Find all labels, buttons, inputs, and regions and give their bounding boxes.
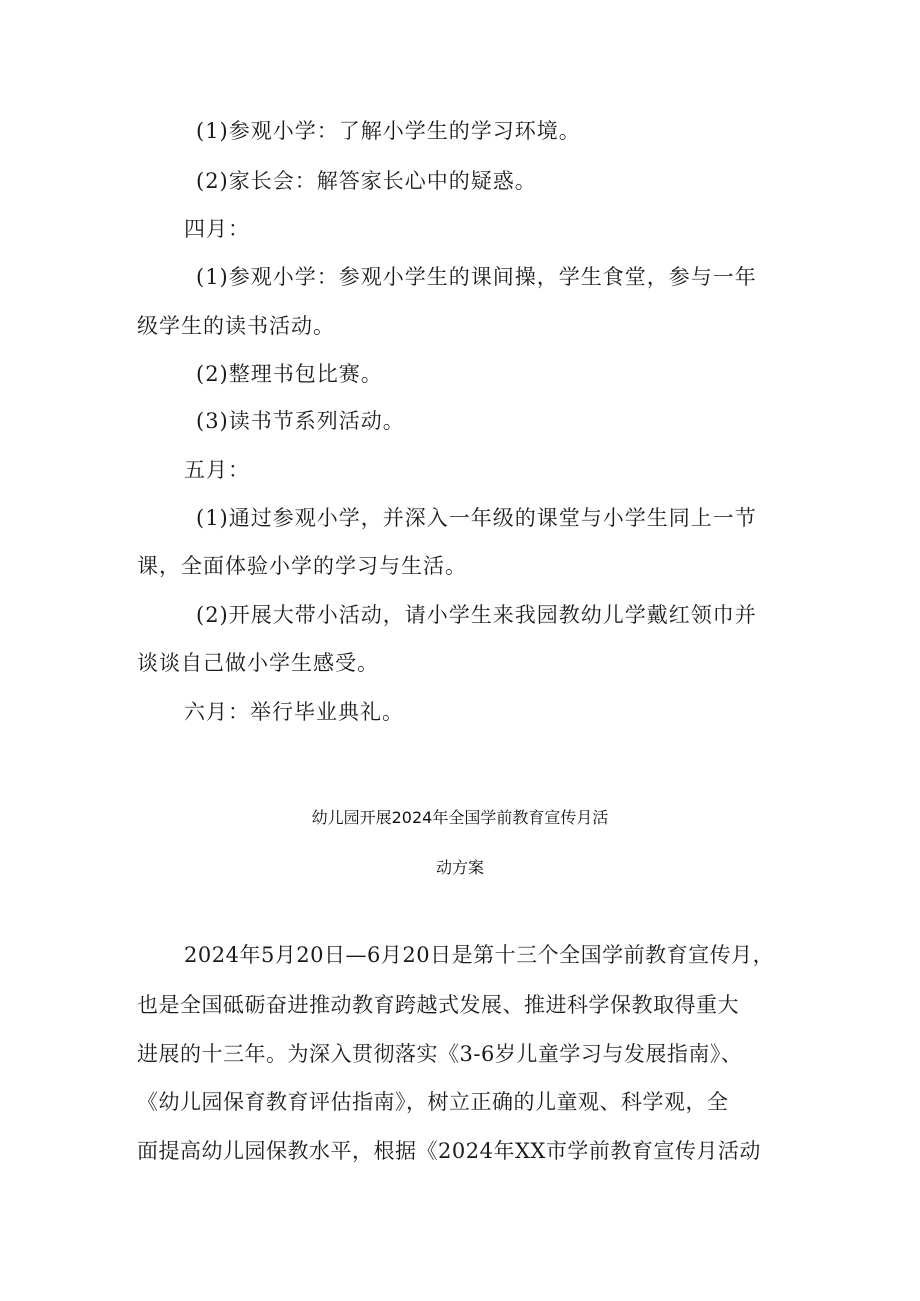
- may-item-2-line-2: 谈谈自己做小学生感受。: [137, 651, 379, 675]
- june-item: 六月：举行毕业典礼。: [184, 700, 404, 724]
- april-item-1-line-1: (1)参观小学：参观小学生的课间操，学生食堂，参与一年: [196, 265, 757, 289]
- may-item-2-line-1: (2)开展大带小活动，请小学生来我园教幼儿学戴红领巾并: [196, 603, 757, 627]
- parent-meeting-item: (2)家长会：解答家长心中的疑惑。: [196, 169, 537, 193]
- body-paragraph-line-2: 也是全国砥砺奋进推动教育跨越式发展、推进科学保教取得重大: [137, 993, 739, 1017]
- visit-school-item: (1)参观小学：了解小学生的学习环境。: [196, 119, 581, 143]
- body-paragraph-line-5: 面提高幼儿园保教水平，根据《2024年XX市学前教育宣传月活动: [137, 1139, 761, 1163]
- april-heading: 四月：: [184, 217, 250, 241]
- may-heading: 五月：: [184, 458, 250, 482]
- may-item-1-line-1: (1)通过参观小学，并深入一年级的课堂与小学生同上一节: [196, 506, 757, 530]
- document-title-line-1: 幼儿园开展2024年全国学前教育宣传月活: [311, 808, 609, 827]
- april-item-3: (3)读书节系列活动。: [196, 409, 405, 433]
- body-paragraph-line-1: 2024年5月20日—6月20日是第十三个全国学前教育宣传月，: [184, 943, 775, 967]
- document-title-line-2: 动方案: [435, 858, 484, 877]
- april-item-1-line-2: 级学生的读书活动。: [137, 314, 335, 338]
- may-item-1-line-2: 课，全面体验小学的学习与生活。: [137, 554, 467, 578]
- body-paragraph-line-3: 进展的十三年。为深入贯彻落实《3-6岁儿童学习与发展指南》、: [137, 1042, 743, 1066]
- april-item-2: (2)整理书包比赛。: [196, 362, 383, 386]
- body-paragraph-line-4: 《幼儿园保育教育评估指南》，树立正确的儿童观、科学观，全: [137, 1090, 729, 1114]
